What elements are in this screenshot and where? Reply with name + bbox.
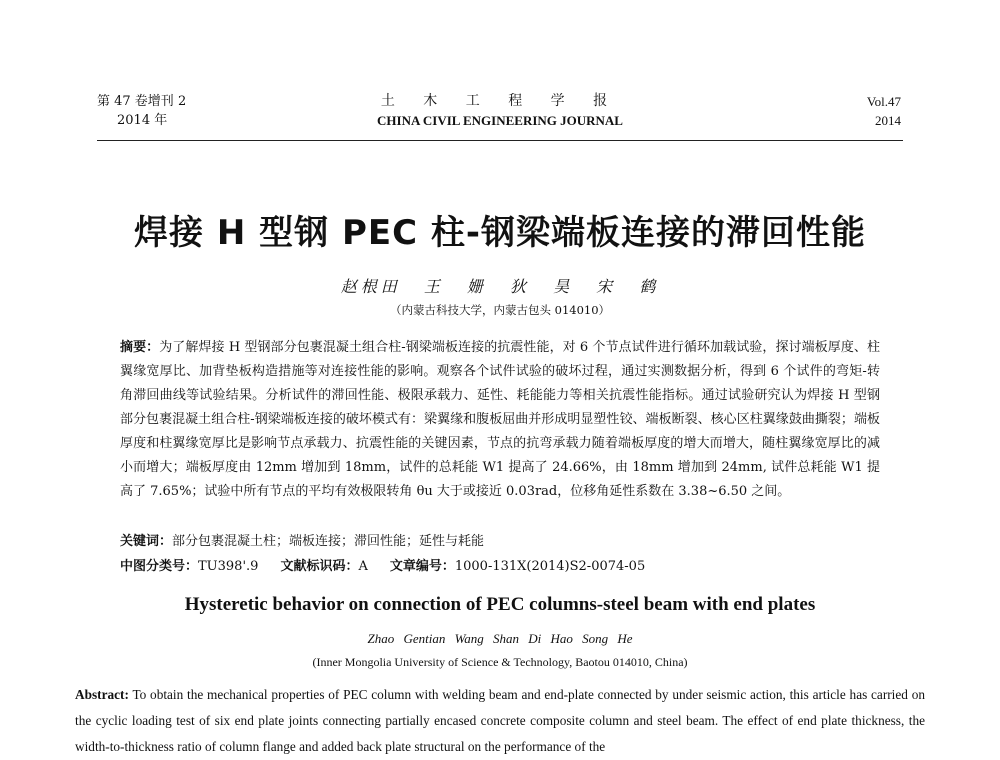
abstract-en-label: Abstract: [75, 687, 129, 702]
abstract-cn [120, 336, 880, 504]
keywords-cn [120, 530, 484, 549]
journal-name-en: CHINA CIVIL ENGINEERING JOURNAL [377, 113, 623, 128]
abstract-cn-text: 为了解焊接 H 型钢部分包裹混凝土组合柱-钢梁端板连接的抗震性能，对 6 个节点试件进行循环加载试验，探讨端板厚度、柱翼缘宽厚比、加背垫板构造措施等对连接性能的影响。观察各个试件试验的破坏过程，通过实测数据分析，得到 6 个试件的弯矩-转角滞回曲线等试验结果。分析试件的滞回性能、极限承载力、延性、耗能能力等相关抗震性能指标。通过试验研究认为焊接 H 型钢部分包裹混凝土组合柱-钢梁端板连接的破坏模式有：梁翼缘和腹板屈曲并形成明显塑性铰、端板断裂、核心区柱翼缘鼓曲撕裂；端板厚度和柱翼缘宽厚比是影响节点承载力、抗震性能的关键因素，节点的抗弯承载力随着端板厚度的增大而增大，随柱翼缘宽厚比的减小而增大；端板厚度由 12mm 增加到 18mm，试件的总耗能 W1 提高了 24.66%，由 18mm 增加到 24mm, 试件总耗能 W1 提高了 7.65%；试验中所有节点的平均有效极限转角 θu 大于或接近 0.03rad，位移角延性系数在 3.38~6.50 之间。 [120, 340, 880, 499]
abstract-en [75, 682, 925, 760]
paper-title-en: Hysteretic behavior on connection of PEC columns-steel beam with end plates [184, 594, 816, 615]
header-divider [97, 140, 903, 141]
keywords-text: 部分包裹混凝土柱；端板连接；滞回性能；延性与耗能 [172, 534, 485, 549]
abstract-en-text: To obtain the mechanical properties of PEC column with welding beam and end-plate connected by under seismic action, this article has carried on the cyclic loading test of six end plate joints connecting partially encased concrete composite column and steel beam. The effect of end plate thickness, the width-to-thickness ratio of column flange and added back plate structural on the performance of the [75, 687, 925, 754]
authors-en: Zhao Gentian Wang Shan Di Hao Song He [367, 631, 633, 646]
journal-volume-info-en [867, 92, 901, 130]
clc-value: TU398'.9 [198, 559, 259, 574]
affiliation-cn: （内蒙古科技大学，内蒙古包头 014010） [389, 303, 611, 317]
journal-name [0, 92, 1000, 130]
article-no-label: 文章编号： [389, 559, 455, 574]
keywords-label: 关键词： [120, 534, 173, 549]
clc-label: 中图分类号： [120, 559, 199, 574]
journal-name-cn: 土 木 工 程 学 报 [380, 93, 620, 109]
volume-label-en: Vol.47 [866, 94, 901, 109]
paper-title-cn: 焊接 H 型钢 PEC 柱-钢梁端板连接的滞回性能 [133, 213, 866, 253]
doc-code-value: A [358, 559, 368, 574]
doc-code-label: 文献标识码： [280, 559, 359, 574]
year-label-en: 2014 [875, 113, 901, 128]
year-label: 2014 年 [117, 113, 168, 128]
article-no-value: 1000-131X(2014)S2-0074-05 [454, 559, 646, 574]
volume-label: 第 47 卷增刊 2 [97, 94, 187, 109]
affiliation-en: (Inner Mongolia University of Science & Technology, Baotou 014010, China) [312, 655, 688, 669]
authors-cn: 赵根田 王 姗 狄 昊 宋 鹤 [340, 277, 660, 296]
abstract-cn-label: 摘要： [120, 340, 160, 355]
classification-row [120, 555, 645, 574]
